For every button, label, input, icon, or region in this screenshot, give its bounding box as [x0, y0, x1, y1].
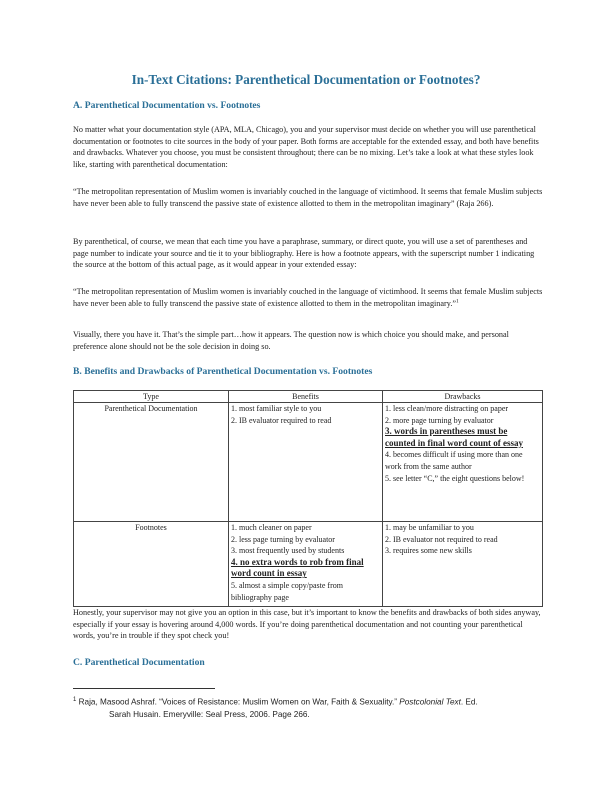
page-title: In-Text Citations: Parenthetical Documentation or Footnotes?: [131, 72, 481, 87]
footnote-divider: [73, 688, 215, 689]
benefits-cell: [229, 403, 383, 522]
type-cell: Footnotes: [74, 522, 229, 607]
comparison-table: [73, 390, 543, 607]
column-header-benefits: Benefits: [229, 391, 383, 403]
table-row: [74, 522, 543, 607]
table-header-row: [74, 391, 543, 403]
footnote-citation-part-1: Raja, Masood Ashraf. “Voices of Resistance: Muslim Women on War, Faith & Sexuality.”: [76, 697, 400, 707]
quote-footnote-example: [73, 286, 543, 309]
section-c-heading: C. Parenthetical Documentation: [73, 657, 205, 668]
drawbacks-cell: [383, 522, 543, 607]
benefits-item: 1. most familiar style to you: [231, 404, 322, 413]
benefits-item: 2. less page turning by evaluator: [231, 534, 335, 544]
benefits-item: 4. no extra words to rob from final word count in essay: [231, 556, 364, 579]
section-a-paragraph-3: Visually, there you have it. That’s the simple part…how it appears. The question now is which choice you should make, and personal preference alone should not be the sole decision in doing so.: [73, 330, 509, 351]
footnote-journal-title: Postcolonial Text: [399, 697, 461, 707]
drawbacks-item: 5. see letter “C,” the eight questions below!: [385, 473, 525, 483]
drawbacks-item: 4. becomes difficult if using more than one work from the same author: [385, 450, 523, 471]
drawbacks-item: 1. may be unfamiliar to you: [385, 523, 474, 532]
footnote-citation-line-2: Sarah Husain. Emeryville: Seal Press, 2006. Page 266.: [109, 710, 310, 720]
section-a-paragraph-1: No matter what your documentation style (APA, MLA, Chicago), you and your supervisor must decide on whether you will use parenthetical documentation or footnotes to cite sources in the body of your paper. Both forms are acceptable for the extended essay, and both have benefits and drawbacks. Whatever you choose, you must be consistent throughout; there can be no mixing. Let’s take a look at what these styles look like, starting with parenthetical documentation:: [73, 125, 539, 169]
table-row: [74, 403, 543, 522]
section-a-paragraph-2: By parenthetical, of course, we mean that each time you have a paraphrase, summary, or direct quote, you will use a set of parentheses and page number to indicate your source and tie it to your bibliography. Here is how a footnote appears, with the superscript number 1 indicating the source at the bottom of this actual page, as it would appear in your extended essay:: [73, 237, 535, 270]
drawbacks-item: 1. less clean/more distracting on paper: [385, 404, 509, 413]
benefits-cell: [229, 522, 383, 607]
type-cell: Parenthetical Documentation: [74, 403, 229, 522]
section-b-heading: B. Benefits and Drawbacks of Parenthetical Documentation vs. Footnotes: [73, 366, 373, 377]
drawbacks-item: 2. IB evaluator not required to read: [385, 534, 498, 544]
column-header-drawbacks: Drawbacks: [383, 391, 543, 403]
drawbacks-item: 2. more page turning by evaluator: [385, 415, 494, 425]
benefits-item: 2. IB evaluator required to read: [231, 415, 332, 425]
benefits-item: 3. most frequently used by students: [231, 546, 345, 556]
footnote: [73, 694, 543, 722]
footnote-citation-part-2: . Ed.: [460, 697, 478, 707]
drawbacks-item: 3. words in parentheses must be counted in final word count of essay: [385, 426, 524, 448]
after-table-paragraph: Honestly, your supervisor may not give you an option in this case, but it’s important to know the benefits and drawbacks of both sides anyway, especially if your essay is hovering around 4,000 words. If you’re doing parenthetical documentation and not counting your parenthetical words, you’re in trouble if they spot check you!: [73, 608, 541, 641]
column-header-type: Type: [74, 391, 229, 403]
section-a-heading: A. Parenthetical Documentation vs. Footnotes: [73, 100, 261, 111]
drawbacks-item: 3. requires some new skills: [385, 546, 472, 556]
footnote-marker: 1: [456, 297, 459, 304]
footnote-number: 1: [73, 697, 77, 703]
quote-parenthetical-example: “The metropolitan representation of Muslim women is invariably couched in the language of victimhood. It seems that female Muslim subjects have never been able to fully transcend the passive state of existence allotted to them in the metropolitan imaginary” (Raja 266).: [73, 187, 543, 208]
quote-footnote-text: “The metropolitan representation of Muslim women is invariably couched in the language of victimhood. It seems that female Muslim subjects have never been able to fully transcend the passive state of existence allotted to them in the metropolitan imaginary.”: [73, 287, 543, 308]
benefits-item: 1. much cleaner on paper: [231, 523, 312, 532]
drawbacks-cell: [383, 403, 543, 522]
benefits-item: 5. almost a simple copy/paste from bibliography page: [231, 580, 343, 602]
